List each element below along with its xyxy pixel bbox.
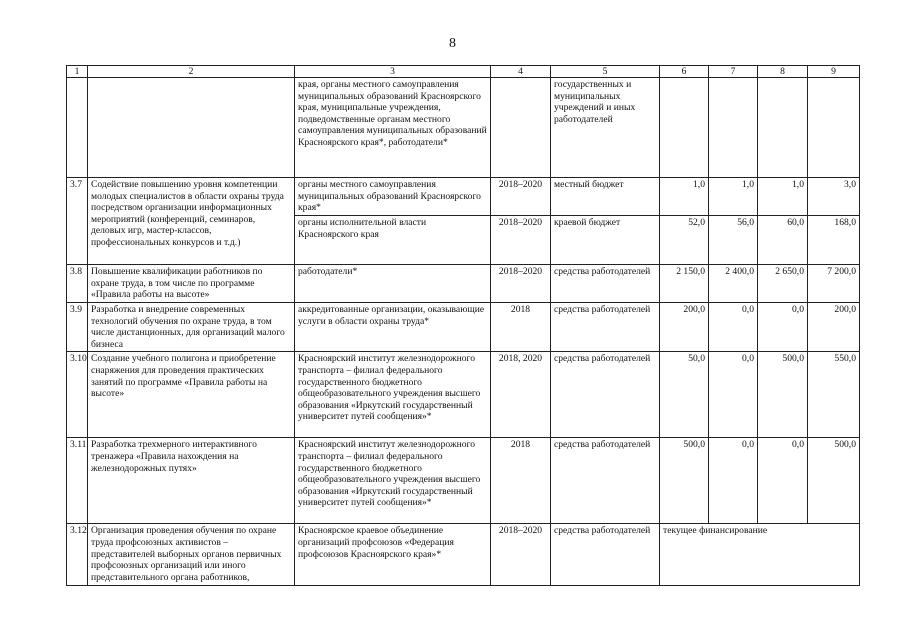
funding-source: средства работодателей — [551, 524, 660, 586]
funding-source: краевой бюджет — [551, 216, 660, 265]
executor: Красноярское краевое объединение организаций профсоюзов «Федерация профсоюзов Красноярского края»* — [295, 524, 491, 586]
value-col7: 0,0 — [709, 303, 758, 352]
measure-name: Организация проведения обучения по охране труда профсоюзных активистов – представителей выборных органов первичных профсоюзных организаций или иного представительного органа работников, — [88, 524, 295, 586]
measure-name: Содействие повышению уровня компетенции молодых специалистов в области охраны труда посредством организации информационных мероприятий (конференций, семинаров, деловых игр, мастер-классов, профессиональных конкурсов и т.д.) — [88, 178, 295, 265]
value-col6: 500,0 — [660, 438, 709, 524]
funding-source: средства работодателей — [551, 303, 660, 352]
term: 2018 — [491, 303, 551, 352]
col-header: 6 — [660, 66, 709, 78]
executor: органы местного самоуправления муниципальных образований Красноярского края* — [295, 178, 491, 216]
executor: Красноярский институт железнодорожного транспорта – филиал федерального государственного бюджетного общеобразовательного учреждения высшего образования «Иркутский государственный университет путей сообщения»* — [295, 352, 491, 438]
term: 2018, 2020 — [491, 352, 551, 438]
term: 2018–2020 — [491, 178, 551, 216]
value-col9: 3,0 — [808, 178, 860, 216]
value-col9: 500,0 — [808, 438, 860, 524]
value-col7: 56,0 — [709, 216, 758, 265]
page-number: 8 — [449, 36, 456, 51]
row-number: 3.8 — [67, 265, 88, 303]
table-row — [67, 524, 860, 586]
value-col8: 500,0 — [758, 352, 808, 438]
measure-name: Разработка трехмерного интерактивного тренажера «Правила нахождения на железнодорожных путях» — [88, 438, 295, 524]
value-col8: 60,0 — [758, 216, 808, 265]
measure-name-cell — [88, 78, 295, 178]
funding-source: средства работодателей — [551, 352, 660, 438]
col-header: 1 — [67, 66, 88, 78]
table-row — [67, 303, 860, 352]
table-row-continuation — [67, 78, 860, 178]
measure-name: Создание учебного полигона и приобретение снаряжения для проведения практических занятий по программе «Правила работы на высоте» — [88, 352, 295, 438]
row-number: 3.7 — [67, 178, 88, 265]
funding-source: средства работодателей — [551, 438, 660, 524]
funding-note: текущее финансирование — [660, 524, 860, 586]
source-cell: государственных и муниципальных учреждений и иных работодателей — [551, 78, 660, 178]
term-cell — [491, 78, 551, 178]
executor: Красноярский институт железнодорожного транспорта – филиал федерального государственного бюджетного общеобразовательного учреждения высшего образования «Иркутский государственный университет путей сообщения»* — [295, 438, 491, 524]
value-col7: 0,0 — [709, 352, 758, 438]
value-col8: 2 650,0 — [758, 265, 808, 303]
executor-cell: края, органы местного самоуправления муниципальных образований Красноярского края, муниципальные учреждения, подведомственные органам местного самоуправления муниципальных образований Красноярского края*, работодатели* — [295, 78, 491, 178]
col-header: 7 — [709, 66, 758, 78]
table-row — [67, 178, 860, 216]
col-header: 9 — [808, 66, 860, 78]
value-col9: 7 200,0 — [808, 265, 860, 303]
value-col8: 0,0 — [758, 303, 808, 352]
col-header: 2 — [88, 66, 295, 78]
term: 2018–2020 — [491, 524, 551, 586]
measure-name: Разработка и внедрение современных технологий обучения по охране труда, в том числе дистанционных, для организаций малого бизнеса — [88, 303, 295, 352]
table-row — [67, 265, 860, 303]
col-header: 5 — [551, 66, 660, 78]
table-row — [67, 352, 860, 438]
row-number: 3.12 — [67, 524, 88, 586]
funding-source: местный бюджет — [551, 178, 660, 216]
value-col6: 2 150,0 — [660, 265, 709, 303]
value-col7: 0,0 — [709, 438, 758, 524]
row-number: 3.10 — [67, 352, 88, 438]
col-header: 3 — [295, 66, 491, 78]
executor: работодатели* — [295, 265, 491, 303]
col-header: 8 — [758, 66, 808, 78]
value-col9: 168,0 — [808, 216, 860, 265]
table-row — [67, 438, 860, 524]
value-col8: 1,0 — [758, 178, 808, 216]
header-row — [67, 66, 860, 78]
term: 2018 — [491, 438, 551, 524]
value-col7: 2 400,0 — [709, 265, 758, 303]
row-number: 3.11 — [67, 438, 88, 524]
value-col6: 52,0 — [660, 216, 709, 265]
measure-name: Повышение квалификации работников по охране труда, в том числе по программе «Правила работы на высоте» — [88, 265, 295, 303]
measures-table — [66, 65, 860, 586]
value-col6: 1,0 — [660, 178, 709, 216]
value-col6: 200,0 — [660, 303, 709, 352]
executor: аккредитованные организации, оказывающие услуги в области охраны труда* — [295, 303, 491, 352]
value-col6: 50,0 — [660, 352, 709, 438]
row-number: 3.9 — [67, 303, 88, 352]
value-col8: 0,0 — [758, 438, 808, 524]
row-number-cell — [67, 78, 88, 178]
value-col9: 550,0 — [808, 352, 860, 438]
term: 2018–2020 — [491, 265, 551, 303]
executor: органы исполнительной власти Красноярского края — [295, 216, 491, 265]
funding-source: средства работодателей — [551, 265, 660, 303]
value-col7: 1,0 — [709, 178, 758, 216]
term: 2018–2020 — [491, 216, 551, 265]
col-header: 4 — [491, 66, 551, 78]
value-col9: 200,0 — [808, 303, 860, 352]
